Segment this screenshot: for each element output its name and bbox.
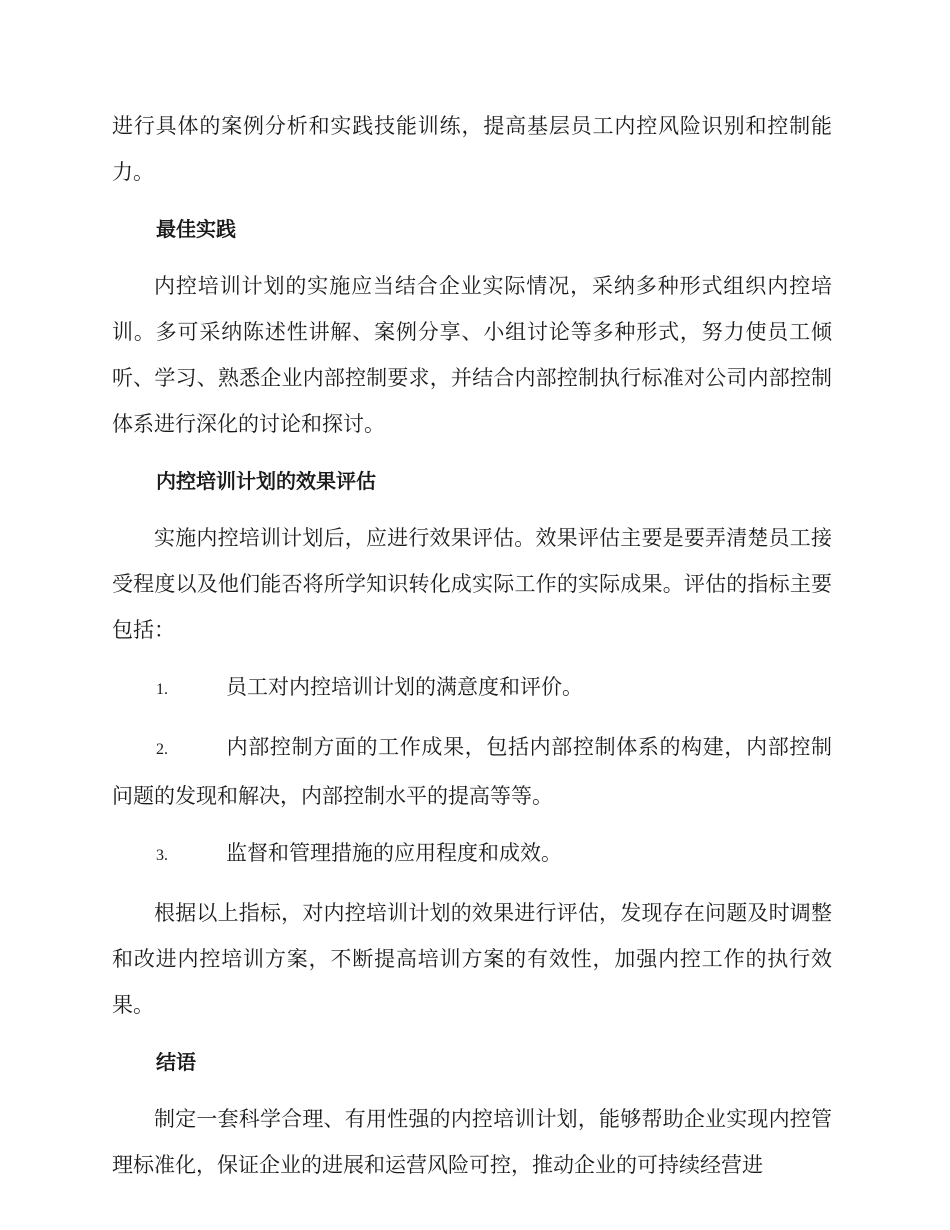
paragraph-best-practice: 内控培训计划的实施应当结合企业实际情况，采纳多种形式组织内控培训。多可采纳陈述性讲解、案例分享、小组讨论等多种形式，努力使员工倾听、学习、熟悉企业内部控制要求，并结合内部控制执行标准对公司内部控制体系进行深化的讨论和探讨。 <box>112 274 832 436</box>
paragraph-continuation: 进行具体的案例分析和实践技能训练，提高基层员工内控风险识别和控制能力。 <box>112 114 832 184</box>
list-number: 3. <box>156 847 168 864</box>
list-number: 1. <box>156 681 168 698</box>
paragraph-evaluation-summary: 根据以上指标，对内控培训计划的效果进行评估，发现存在问题及时调整和改进内控培训方案，不断提高培训方案的有效性，加强内控工作的执行效果。 <box>112 901 832 1017</box>
document-body <box>112 103 832 1199</box>
list-item <box>112 724 832 819</box>
list-number: 2. <box>156 741 168 758</box>
list-item <box>112 664 832 713</box>
list-item-text: 监督和管理措施的应用程度和成效。 <box>226 841 562 865</box>
section-heading-conclusion: 结语 <box>156 1050 196 1074</box>
section-heading-best-practice: 最佳实践 <box>156 217 236 241</box>
list-item-text: 内部控制方面的工作成果，包括内部控制体系的构建，内部控制问题的发现和解决，内部控制水平的提高等等。 <box>112 735 832 808</box>
paragraph-conclusion: 制定一套科学合理、有用性强的内控培训计划，能够帮助企业实现内控管理标准化，保证企业的进展和运营风险可控，推动企业的可持续经营进 <box>112 1107 832 1177</box>
list-item <box>112 830 832 879</box>
list-item-text: 员工对内控培训计划的满意度和评价。 <box>226 675 583 699</box>
paragraph-evaluation-intro: 实施内控培训计划后，应进行效果评估。效果评估主要是要弄清楚员工接受程度以及他们能否将所学知识转化成实际工作的实际成果。评估的指标主要包括： <box>112 526 832 642</box>
section-heading-evaluation: 内控培训计划的效果评估 <box>156 469 376 493</box>
